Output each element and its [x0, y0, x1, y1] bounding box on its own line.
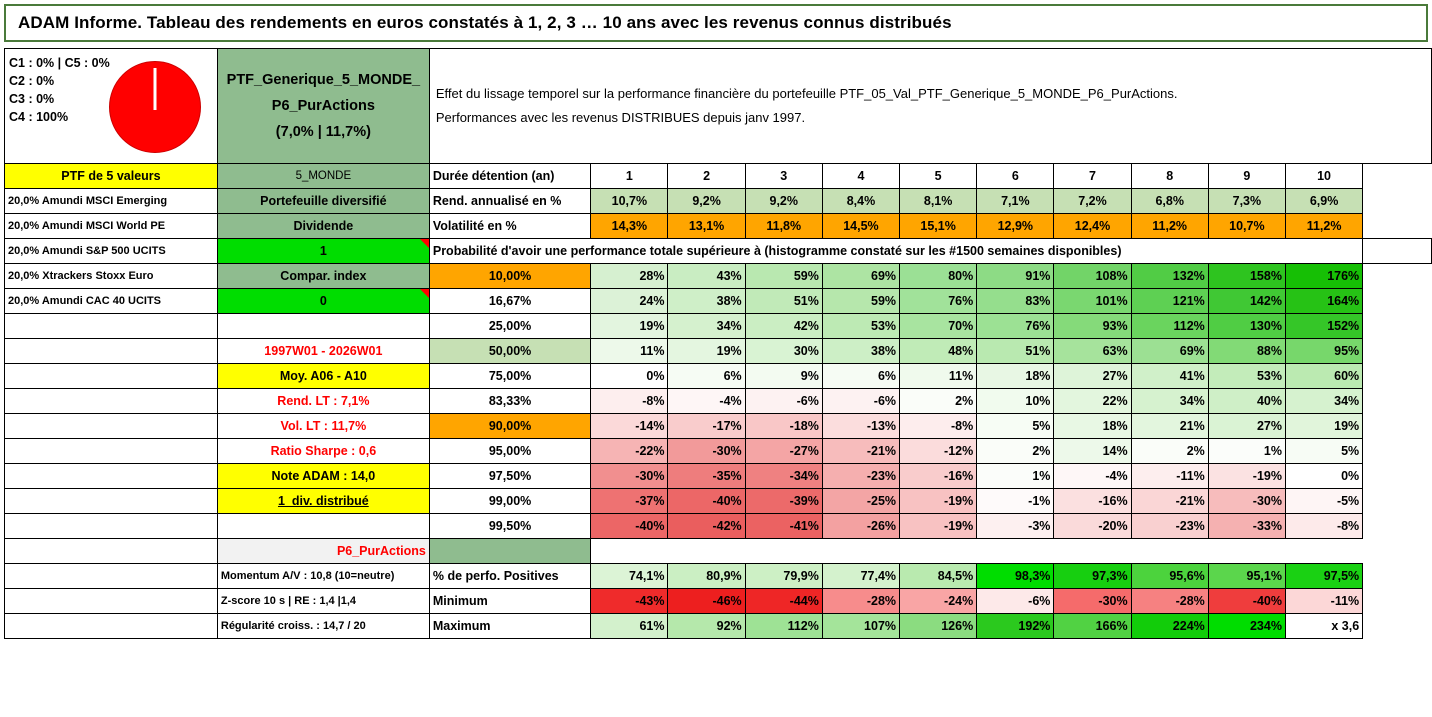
- volatility-10: 11,2%: [1285, 214, 1362, 239]
- separator-row: [5, 539, 1432, 564]
- duration-label: Durée détention (an): [429, 164, 590, 189]
- prob-9-1: -30%: [591, 464, 668, 489]
- prob-11-10: -8%: [1285, 514, 1362, 539]
- prob-3-3: 42%: [745, 314, 822, 339]
- sep-6: [977, 539, 1054, 564]
- stats-row-positive: [5, 564, 1432, 589]
- prob-11-5: -19%: [900, 514, 977, 539]
- criteria-lines: [9, 54, 110, 126]
- prob-row-4: [5, 339, 1432, 364]
- left-blank-12: [5, 589, 218, 614]
- left-blank-5: [5, 414, 218, 439]
- prob-3-9: 130%: [1208, 314, 1285, 339]
- prob-9-9: -19%: [1208, 464, 1285, 489]
- prob-1-3: 59%: [745, 264, 822, 289]
- prob-6-2: -4%: [668, 389, 745, 414]
- prob-11-7: -20%: [1054, 514, 1131, 539]
- mid-row-2: Dividende: [217, 214, 429, 239]
- prob-3-4: 53%: [822, 314, 899, 339]
- gauge-icon: [109, 61, 201, 153]
- prob-pct-5: 75,00%: [429, 364, 590, 389]
- volatility-8: 11,2%: [1131, 214, 1208, 239]
- criteria-line-3: C3 : 0%: [9, 92, 55, 106]
- prob-pct-3: 25,00%: [429, 314, 590, 339]
- prob-11-6: -3%: [977, 514, 1054, 539]
- stats-2-8: -28%: [1131, 589, 1208, 614]
- prob-7-5: -8%: [900, 414, 977, 439]
- stats-row-minimum: [5, 589, 1432, 614]
- holding-4: 20,0% Xtrackers Stoxx Euro: [5, 264, 218, 289]
- prob-8-5: -12%: [900, 439, 977, 464]
- stats-3-10: x 3,6: [1285, 614, 1362, 639]
- mid-row-1: Portefeuille diversifié: [217, 189, 429, 214]
- description-line-1: Effet du lissage temporel sur la performance financière du portefeuille PTF_05_Val_PTF_Generique_5_MONDE_P6_PurActions.: [435, 86, 1178, 101]
- prob-row-6: [5, 389, 1432, 414]
- annual-return-8: 6,8%: [1131, 189, 1208, 214]
- stats-3-7: 166%: [1054, 614, 1131, 639]
- stats-2-4: -28%: [822, 589, 899, 614]
- stats-row-maximum: [5, 614, 1432, 639]
- stats-2-10: -11%: [1285, 589, 1362, 614]
- prob-9-3: -34%: [745, 464, 822, 489]
- prob-5-8: 41%: [1131, 364, 1208, 389]
- prob-7-4: -13%: [822, 414, 899, 439]
- duration-1: 1: [591, 164, 668, 189]
- mid-row-7: 1997W01 - 2026W01: [217, 339, 429, 364]
- portfolio-name-line-2: P6_PurActions: [271, 98, 375, 114]
- prob-4-3: 30%: [745, 339, 822, 364]
- prob-3-5: 70%: [900, 314, 977, 339]
- mid-row-18: Régularité croiss. : 14,7 / 20: [217, 614, 429, 639]
- stats-3-3: 112%: [745, 614, 822, 639]
- mid-row-14: [217, 514, 429, 539]
- stats-2-6: -6%: [977, 589, 1054, 614]
- prob-2-5: 76%: [900, 289, 977, 314]
- sep-9: [1208, 539, 1285, 564]
- criteria-block: [5, 49, 218, 164]
- prob-2-1: 24%: [591, 289, 668, 314]
- prob-1-2: 43%: [668, 264, 745, 289]
- left-blank-7: [5, 464, 218, 489]
- annual-return-3: 9,2%: [745, 189, 822, 214]
- mid-row-15: P6_PurActions: [217, 539, 429, 564]
- volatility-7: 12,4%: [1054, 214, 1131, 239]
- mid-row-5: 0: [217, 289, 429, 314]
- prob-3-2: 34%: [668, 314, 745, 339]
- prob-7-10: 19%: [1285, 414, 1362, 439]
- prob-row-9: [5, 464, 1432, 489]
- prob-3-1: 19%: [591, 314, 668, 339]
- prob-6-7: 22%: [1054, 389, 1131, 414]
- prob-5-9: 53%: [1208, 364, 1285, 389]
- sep-8: [1131, 539, 1208, 564]
- prob-8-6: 2%: [977, 439, 1054, 464]
- prob-2-8: 121%: [1131, 289, 1208, 314]
- sep-10: [1285, 539, 1362, 564]
- prob-4-9: 88%: [1208, 339, 1285, 364]
- mid-row-12: Note ADAM : 14,0: [217, 464, 429, 489]
- prob-7-9: 27%: [1208, 414, 1285, 439]
- stats-1-6: 98,3%: [977, 564, 1054, 589]
- annual-return-7: 7,2%: [1054, 189, 1131, 214]
- stats-2-3: -44%: [745, 589, 822, 614]
- prob-8-1: -22%: [591, 439, 668, 464]
- holding-5: 20,0% Amundi CAC 40 UCITS: [5, 289, 218, 314]
- prob-1-5: 80%: [900, 264, 977, 289]
- holding-3: 20,0% Amundi S&P 500 UCITS: [5, 239, 218, 264]
- annual-return-9: 7,3%: [1208, 189, 1285, 214]
- left-blank-6: [5, 439, 218, 464]
- prob-4-4: 38%: [822, 339, 899, 364]
- main-grid: [4, 48, 1432, 639]
- mid-row-9: Rend. LT : 7,1%: [217, 389, 429, 414]
- stats-2-1: -43%: [591, 589, 668, 614]
- prob-1-8: 132%: [1131, 264, 1208, 289]
- prob-10-5: -19%: [900, 489, 977, 514]
- prob-11-9: -33%: [1208, 514, 1285, 539]
- left-blank-10: [5, 539, 218, 564]
- duration-9: 9: [1208, 164, 1285, 189]
- prob-9-8: -11%: [1131, 464, 1208, 489]
- prob-10-1: -37%: [591, 489, 668, 514]
- sep-2: [668, 539, 745, 564]
- prob-6-6: 10%: [977, 389, 1054, 414]
- stats-label-1: % de perfo. Positives: [429, 564, 590, 589]
- prob-row-1: [5, 264, 1432, 289]
- prob-10-8: -21%: [1131, 489, 1208, 514]
- prob-row-7: [5, 414, 1432, 439]
- annual-return-10: 6,9%: [1285, 189, 1362, 214]
- prob-10-4: -25%: [822, 489, 899, 514]
- stats-3-4: 107%: [822, 614, 899, 639]
- prob-6-10: 34%: [1285, 389, 1362, 414]
- volatility-4: 14,5%: [822, 214, 899, 239]
- annual-return-1: 10,7%: [591, 189, 668, 214]
- prob-10-9: -30%: [1208, 489, 1285, 514]
- prob-10-2: -40%: [668, 489, 745, 514]
- prob-11-2: -42%: [668, 514, 745, 539]
- prob-9-2: -35%: [668, 464, 745, 489]
- sep-5: [900, 539, 977, 564]
- left-blank-13: [5, 614, 218, 639]
- left-blank-11: [5, 564, 218, 589]
- annual-return-6: 7,1%: [977, 189, 1054, 214]
- prob-pct-2: 16,67%: [429, 289, 590, 314]
- volatility-6: 12,9%: [977, 214, 1054, 239]
- prob-10-3: -39%: [745, 489, 822, 514]
- duration-5: 5: [900, 164, 977, 189]
- prob-6-3: -6%: [745, 389, 822, 414]
- prob-pct-8: 95,00%: [429, 439, 590, 464]
- prob-9-5: -16%: [900, 464, 977, 489]
- prob-1-9: 158%: [1208, 264, 1285, 289]
- duration-10: 10: [1285, 164, 1362, 189]
- prob-5-6: 18%: [977, 364, 1054, 389]
- stats-3-5: 126%: [900, 614, 977, 639]
- mid-row-16: Momentum A/V : 10,8 (10=neutre): [217, 564, 429, 589]
- stats-1-7: 97,3%: [1054, 564, 1131, 589]
- annual-return-4: 8,4%: [822, 189, 899, 214]
- volatility-1: 14,3%: [591, 214, 668, 239]
- annual-return-2: 9,2%: [668, 189, 745, 214]
- prob-11-4: -26%: [822, 514, 899, 539]
- probability-banner-row: [5, 239, 1432, 264]
- portfolio-name-block: [217, 49, 429, 164]
- prob-3-6: 76%: [977, 314, 1054, 339]
- prob-10-7: -16%: [1054, 489, 1131, 514]
- prob-4-7: 63%: [1054, 339, 1131, 364]
- prob-10-6: -1%: [977, 489, 1054, 514]
- prob-pct-6: 83,33%: [429, 389, 590, 414]
- duration-4: 4: [822, 164, 899, 189]
- left-blank-1: [5, 314, 218, 339]
- stats-1-1: 74,1%: [591, 564, 668, 589]
- prob-9-7: -4%: [1054, 464, 1131, 489]
- duration-3: 3: [745, 164, 822, 189]
- prob-5-3: 9%: [745, 364, 822, 389]
- prob-2-6: 83%: [977, 289, 1054, 314]
- sep-1: [591, 539, 668, 564]
- holding-1: 20,0% Amundi MSCI Emerging: [5, 189, 218, 214]
- prob-10-10: -5%: [1285, 489, 1362, 514]
- prob-row-5: [5, 364, 1432, 389]
- prob-3-8: 112%: [1131, 314, 1208, 339]
- probability-banner: Probabilité d'avoir une performance totale supérieure à (histogramme constaté sur les #1500 semaines disponibles): [429, 239, 1362, 264]
- mid-row-11: Ratio Sharpe : 0,6: [217, 439, 429, 464]
- prob-2-7: 101%: [1054, 289, 1131, 314]
- stats-2-9: -40%: [1208, 589, 1285, 614]
- prob-row-11: [5, 514, 1432, 539]
- prob-row-8: [5, 439, 1432, 464]
- prob-7-1: -14%: [591, 414, 668, 439]
- prob-1-4: 69%: [822, 264, 899, 289]
- prob-6-1: -8%: [591, 389, 668, 414]
- sep-3: [745, 539, 822, 564]
- prob-2-9: 142%: [1208, 289, 1285, 314]
- prob-7-7: 18%: [1054, 414, 1131, 439]
- prob-pct-9: 97,50%: [429, 464, 590, 489]
- duration-2: 2: [668, 164, 745, 189]
- stats-2-7: -30%: [1054, 589, 1131, 614]
- annual-return-label: Rend. annualisé en %: [429, 189, 590, 214]
- mid-row-3: 1: [217, 239, 429, 264]
- separator-cell: [429, 539, 590, 564]
- volatility-label: Volatilité en %: [429, 214, 590, 239]
- prob-7-8: 21%: [1131, 414, 1208, 439]
- prob-4-2: 19%: [668, 339, 745, 364]
- prob-1-1: 28%: [591, 264, 668, 289]
- prob-5-2: 6%: [668, 364, 745, 389]
- prob-3-10: 152%: [1285, 314, 1362, 339]
- banner-filler: [1363, 239, 1432, 264]
- prob-5-4: 6%: [822, 364, 899, 389]
- duration-8: 8: [1131, 164, 1208, 189]
- prob-2-10: 164%: [1285, 289, 1362, 314]
- volatility-5: 15,1%: [900, 214, 977, 239]
- duration-7: 7: [1054, 164, 1131, 189]
- prob-4-6: 51%: [977, 339, 1054, 364]
- left-blank-4: [5, 389, 218, 414]
- prob-9-10: 0%: [1285, 464, 1362, 489]
- stats-1-3: 79,9%: [745, 564, 822, 589]
- mid-row-13: 1_div. distribué: [217, 489, 429, 514]
- stats-3-2: 92%: [668, 614, 745, 639]
- page-title-bar: [4, 4, 1428, 42]
- left-blank-3: [5, 364, 218, 389]
- prob-1-7: 108%: [1054, 264, 1131, 289]
- stats-3-1: 61%: [591, 614, 668, 639]
- prob-4-10: 95%: [1285, 339, 1362, 364]
- prob-6-8: 34%: [1131, 389, 1208, 414]
- left-blank-9: [5, 514, 218, 539]
- prob-11-8: -23%: [1131, 514, 1208, 539]
- prob-9-6: 1%: [977, 464, 1054, 489]
- prob-8-7: 14%: [1054, 439, 1131, 464]
- stats-1-4: 77,4%: [822, 564, 899, 589]
- stats-3-8: 224%: [1131, 614, 1208, 639]
- prob-row-3: [5, 314, 1432, 339]
- prob-2-2: 38%: [668, 289, 745, 314]
- criteria-line-4: C4 : 100%: [9, 110, 69, 124]
- prob-6-4: -6%: [822, 389, 899, 414]
- annual-return-row: [5, 189, 1432, 214]
- volatility-3: 11,8%: [745, 214, 822, 239]
- stats-1-9: 95,1%: [1208, 564, 1285, 589]
- prob-pct-1: 10,00%: [429, 264, 590, 289]
- prob-9-4: -23%: [822, 464, 899, 489]
- prob-pct-4: 50,00%: [429, 339, 590, 364]
- stats-label-3: Maximum: [429, 614, 590, 639]
- mid-row-4: Compar. index: [217, 264, 429, 289]
- prob-4-8: 69%: [1131, 339, 1208, 364]
- prob-8-10: 5%: [1285, 439, 1362, 464]
- prob-pct-10: 99,00%: [429, 489, 590, 514]
- portfolio-name-line-3: (7,0% | 11,7%): [275, 124, 371, 140]
- mid-row-17: Z-score 10 s | RE : 1,4 |1,4: [217, 589, 429, 614]
- prob-7-3: -18%: [745, 414, 822, 439]
- prob-3-7: 93%: [1054, 314, 1131, 339]
- stats-2-5: -24%: [900, 589, 977, 614]
- holding-2: 20,0% Amundi MSCI World PE: [5, 214, 218, 239]
- mid-row-0: 5_MONDE: [217, 164, 429, 189]
- prob-6-5: 2%: [900, 389, 977, 414]
- prob-row-10: [5, 489, 1432, 514]
- mid-row-6: [217, 314, 429, 339]
- volatility-2: 13,1%: [668, 214, 745, 239]
- mid-row-10: Vol. LT : 11,7%: [217, 414, 429, 439]
- prob-5-5: 11%: [900, 364, 977, 389]
- prob-pct-7: 90,00%: [429, 414, 590, 439]
- prob-7-6: 5%: [977, 414, 1054, 439]
- prob-1-10: 176%: [1285, 264, 1362, 289]
- portfolio-name-line-1: PTF_Generique_5_MONDE_: [226, 72, 421, 88]
- left-blank-2: [5, 339, 218, 364]
- stats-1-5: 84,5%: [900, 564, 977, 589]
- prob-8-4: -21%: [822, 439, 899, 464]
- prob-2-4: 59%: [822, 289, 899, 314]
- prob-8-9: 1%: [1208, 439, 1285, 464]
- description-line-2: Performances avec les revenus DISTRIBUES depuis janv 1997.: [435, 110, 806, 125]
- column-header-row: [5, 164, 1432, 189]
- prob-8-8: 2%: [1131, 439, 1208, 464]
- prob-8-3: -27%: [745, 439, 822, 464]
- prob-4-5: 48%: [900, 339, 977, 364]
- left-column-title: PTF de 5 valeurs: [5, 164, 218, 189]
- annual-return-5: 8,1%: [900, 189, 977, 214]
- description-block: [429, 49, 1431, 164]
- sep-4: [822, 539, 899, 564]
- volatility-row: [5, 214, 1432, 239]
- header-block-row: [5, 49, 1432, 164]
- mid-row-8: Moy. A06 - A10: [217, 364, 429, 389]
- criteria-line-2: C2 : 0%: [9, 74, 55, 88]
- left-blank-8: [5, 489, 218, 514]
- prob-5-10: 60%: [1285, 364, 1362, 389]
- prob-2-3: 51%: [745, 289, 822, 314]
- volatility-9: 10,7%: [1208, 214, 1285, 239]
- prob-pct-11: 99,50%: [429, 514, 590, 539]
- stats-2-2: -46%: [668, 589, 745, 614]
- main-table: [4, 48, 1432, 639]
- gauge-needle: [153, 68, 156, 110]
- stats-1-8: 95,6%: [1131, 564, 1208, 589]
- duration-6: 6: [977, 164, 1054, 189]
- prob-8-2: -30%: [668, 439, 745, 464]
- stats-1-2: 80,9%: [668, 564, 745, 589]
- prob-5-7: 27%: [1054, 364, 1131, 389]
- prob-5-1: 0%: [591, 364, 668, 389]
- stats-1-10: 97,5%: [1285, 564, 1362, 589]
- prob-7-2: -17%: [668, 414, 745, 439]
- stats-3-9: 234%: [1208, 614, 1285, 639]
- prob-11-1: -40%: [591, 514, 668, 539]
- sep-7: [1054, 539, 1131, 564]
- prob-4-1: 11%: [591, 339, 668, 364]
- page-title: ADAM Informe. Tableau des rendements en euros constatés à 1, 2, 3 … 10 ans avec les revenus connus distribués: [18, 13, 952, 32]
- stats-label-2: Minimum: [429, 589, 590, 614]
- prob-6-9: 40%: [1208, 389, 1285, 414]
- criteria-line-1: C1 : 0% | C5 : 0%: [9, 56, 110, 70]
- stats-3-6: 192%: [977, 614, 1054, 639]
- prob-row-2: [5, 289, 1432, 314]
- prob-11-3: -41%: [745, 514, 822, 539]
- prob-1-6: 91%: [977, 264, 1054, 289]
